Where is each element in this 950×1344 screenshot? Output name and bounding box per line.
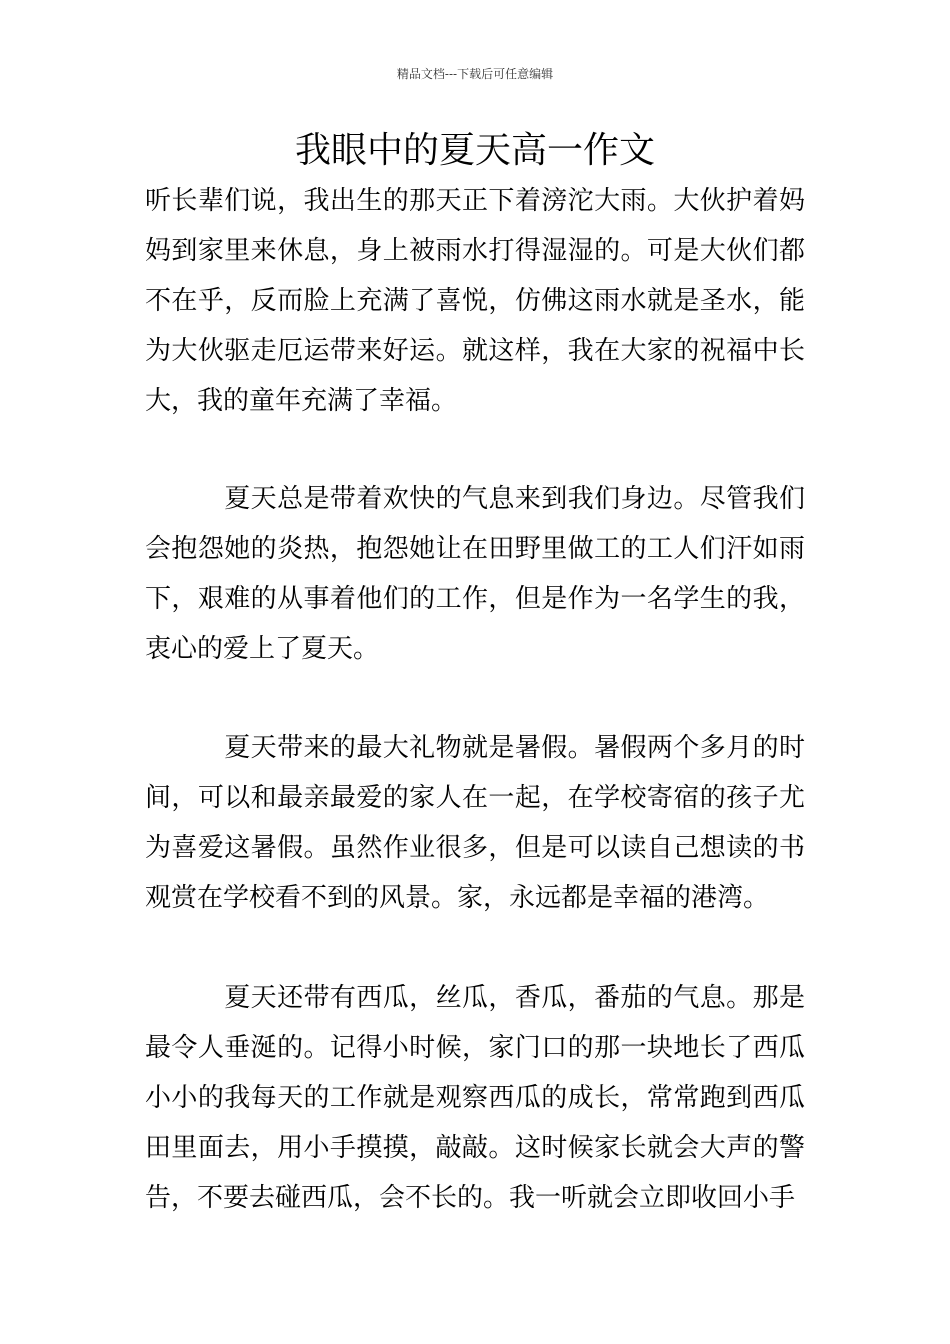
paragraph-2: 夏天总是带着欢快的气息来到我们身边。尽管我们会抱怨她的炎热，抱怨她让在田野里做工的工人们汗如雨下，艰难的从事着他们的工作，但是作为一名学生的我，衷心的爱上了夏天。: [145, 484, 805, 664]
header-note: 精品文档---下载后可任意编辑: [396, 67, 554, 81]
paragraph-3: 夏天带来的最大礼物就是暑假。暑假两个多月的时间，可以和最亲最爱的家人在一起，在学校寄宿的孩子尤为喜爱这暑假。虽然作业很多，但是可以读自己想读的书观赏在学校看不到的风景。家，永远都是幸福的港湾。: [145, 733, 805, 913]
paragraph-4: 夏天还带有西瓜，丝瓜，香瓜，番茄的气息。那是最令人垂涎的。记得小时候，家门口的那一块地长了西瓜小小的我每天的工作就是观察西瓜的成长，常常跑到西瓜田里面去，用小手摸摸，敲敲。这时候家长就会大声的警告，不要去碰西瓜，会不长的。我一听就会立即收回小手: [145, 983, 805, 1213]
page-title: 我眼中的夏天高一作文: [294, 130, 655, 171]
paragraph-1: 听长辈们说，我出生的那天正下着滂沱大雨。大伙护着妈妈到家里来休息，身上被雨水打得湿湿的。可是大伙们都不在乎，反而脸上充满了喜悦，仿佛这雨水就是圣水，能为大伙驱走厄运带来好运。就这样，我在大家的祝福中长大，我的童年充满了幸福。: [145, 186, 805, 416]
